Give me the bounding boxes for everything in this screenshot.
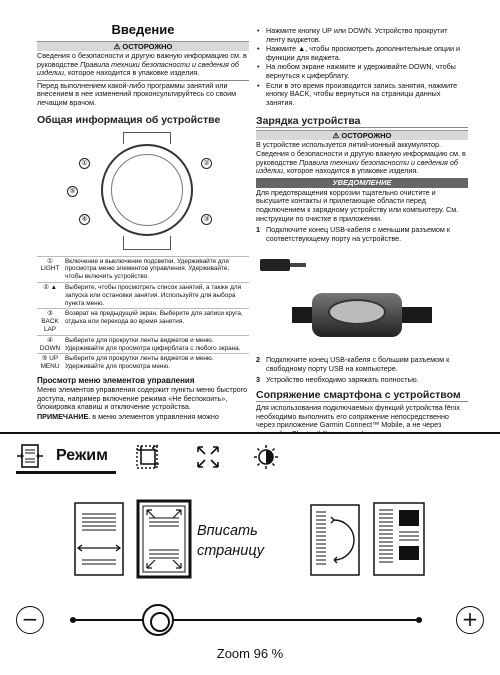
table-row xyxy=(37,256,249,282)
overview-heading: Общая информация об устройстве xyxy=(37,113,221,126)
slider-start-tick xyxy=(70,617,76,623)
reflow-option[interactable] xyxy=(373,502,425,576)
fit-page-icon xyxy=(16,442,44,470)
callout-4: ④ xyxy=(79,214,90,225)
fit-width-option[interactable] xyxy=(74,502,124,576)
caution-text: Сведения о безопасности и другую важную информацию см. в руководстве Правила техники безопасности и сведения об изделии, которое находится в упаковке изделия. xyxy=(37,51,247,78)
crop-button[interactable] xyxy=(134,440,162,474)
callout-3: ③ xyxy=(201,214,212,225)
notice-header: УВЕДОМЛЕНИЕ xyxy=(256,178,468,188)
zoom-level-label: Zoom 96 % xyxy=(216,646,284,661)
fit-page-label: Вписать страницу xyxy=(197,523,265,559)
right-column xyxy=(256,27,468,438)
fit-page-option[interactable] xyxy=(137,500,191,578)
pairing-heading: Сопряжение смартфона с устройством xyxy=(256,389,468,402)
table-row xyxy=(37,282,249,308)
contrast-button[interactable] xyxy=(252,440,280,474)
mode-tab[interactable] xyxy=(16,440,116,474)
button-desc: Выберите для прокрутки ленты виджетов и меню. Удерживайте для просмотра меню. xyxy=(63,354,249,372)
intro-text: Перед выполнением какой-либо программы занятий или внесением в нее изменений проконсультируйтесь со своим лечащим врачом. xyxy=(37,80,237,107)
table-row xyxy=(37,335,249,354)
button-desc: Выберите, чтобы просмотреть список занятий, а также для запуска или остановки занятия. Используйте для выбора пункта меню. xyxy=(63,282,249,308)
list-item: • Нажмите ▲, чтобы просмотреть дополнительные опции и функции для виджета. xyxy=(256,45,468,62)
callout-1: ① xyxy=(79,158,90,169)
section-title: Введение xyxy=(111,22,175,37)
caution-header: ⚠ ОСТОРОЖНО xyxy=(256,130,468,140)
button-key: ③ BACK LAP xyxy=(37,309,63,335)
list-item: • Нажмите кнопку UP или DOWN. Устройство прокрутит ленту виджетов. xyxy=(256,27,468,44)
zoom-in-button[interactable]: + xyxy=(456,606,484,634)
zoom-out-button[interactable]: − xyxy=(16,606,44,634)
zoom-slider-track[interactable] xyxy=(70,619,422,621)
caution-header: ⚠ ОСТОРОЖНО xyxy=(37,41,249,51)
callout-5: ⑤ xyxy=(67,186,78,197)
notice-text: Для предотвращения коррозии тщательно очистите и высушите контакты и прилегающие области перед подключением к зарядному устройству или компьютеру. См. инструкции по очистке в приложении. xyxy=(256,187,459,223)
widget-bullets xyxy=(256,27,468,107)
table-row xyxy=(37,309,249,335)
watch-strap-top xyxy=(123,132,171,144)
button-key: ② ▲ xyxy=(37,282,63,308)
button-desc: Выберите для прокрутки ленты виджетов и меню. Удерживайте для просмотра циферблата с любого экрана. xyxy=(63,335,249,354)
charging-heading: Зарядка устройства xyxy=(256,115,468,128)
button-key: ④ DOWN xyxy=(37,335,63,354)
left-column xyxy=(37,22,249,421)
controls-heading: Просмотр меню элементов управления xyxy=(37,375,195,385)
buttons-table xyxy=(37,256,249,372)
list-item: • Если в это время производится запись занятия, нажмите кнопку BACK, чтобы вернуться на страницы данных занятия. xyxy=(256,82,468,108)
step-item: 2 Подключите конец USB-кабеля с большим разъемом к свободному порту USB на компьютере. xyxy=(256,355,450,373)
fullscreen-button[interactable] xyxy=(194,440,222,474)
callout-2: ② xyxy=(201,158,212,169)
fullscreen-icon xyxy=(194,443,222,471)
usb-plug-image xyxy=(256,247,468,283)
list-item: • На любом экране нажмите и удерживайте DOWN, чтобы вернуться к циферблату. xyxy=(256,63,468,80)
reader-toolbar xyxy=(0,432,500,476)
button-key: ⑤ UP MENU xyxy=(37,354,63,372)
pairing-text: Для использования подключаемых функций устройства fēnix необходимо выполнить его сопряжение непосредственно через приложение Garmin Connect™ Mobile, а не через xyxy=(256,403,460,430)
button-key: ① LIGHT xyxy=(37,256,63,282)
watch-strap-bottom xyxy=(123,236,171,250)
button-desc: Включение и выключение подсветки. Удерживайте для просмотра меню элементов управления. Удерживайте, чтобы включить устройство. xyxy=(63,256,249,282)
step-item: 1 Подключите конец USB-кабеля с меньшим разъемом к соответствующему порту на устройстве. xyxy=(256,225,450,243)
watch-face xyxy=(111,154,183,226)
button-desc: Возврат на предыдущий экран. Выберите для записи круга, отдыха или перехода во время занятия. xyxy=(63,309,249,335)
continuous-scroll-option[interactable] xyxy=(310,504,360,576)
table-row xyxy=(37,354,249,372)
crop-icon xyxy=(134,443,162,471)
contrast-icon xyxy=(252,443,280,471)
zoom-slider-knob[interactable] xyxy=(142,604,174,636)
charging-caution: В устройстве используется литий-ионный аккумулятор. Сведения о безопасности и другую важную информацию см. в руководстве Правила техники безопасности и сведения об изделии, которое находится в упаковке изделия. xyxy=(256,140,466,176)
mode-label: Режим xyxy=(56,446,108,464)
controls-text: Меню элементов управления содержит пункты меню быстрого доступа, например включение режима «Не беспокоить», блокировка клавиш и отключение устройства. xyxy=(37,384,248,412)
charging-device-image xyxy=(256,285,468,353)
watch-diagram xyxy=(37,132,249,250)
step-item: 3 Устройство необходимо заряжать полностью. xyxy=(256,375,419,385)
slider-end-tick xyxy=(416,617,422,623)
note-text: ПРИМЕЧАНИЕ. в меню элементов управления можно xyxy=(37,411,219,421)
zoom-panel xyxy=(0,476,500,675)
